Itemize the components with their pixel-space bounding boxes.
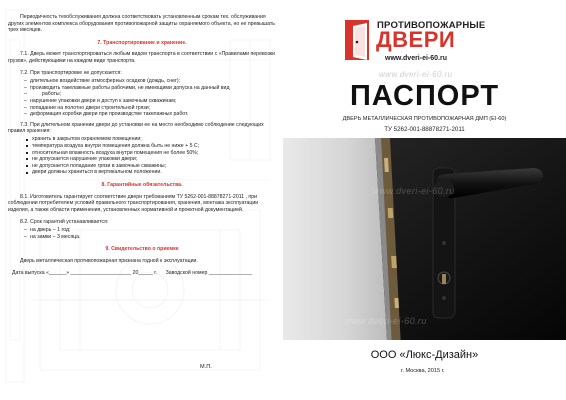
release-date-line: Дата выпуска «______» _____________________ 20_____ г. [12, 269, 157, 276]
right-page [283, 0, 566, 400]
clause-8-1: 8.1. Изготовитель гарантирует соответствие двери требованиям ТУ 5262-001-88878271-2011 , при соблюдении потребителем условий правильного транспортирования, хранения, монтажа эксплуатации изделия, а также области применения, установленных нормативной и проектной документацией. [8, 193, 259, 213]
list-item: – работы; [30, 91, 276, 98]
left-page-text [8, 14, 276, 278]
serial-number-line: Заводской номер _______________ [165, 269, 253, 276]
list-item: – длительное воздействие атмосферных осадков (дождь, снег); [30, 78, 276, 85]
manufacturer-name: ООО «Люкс-Дизайн» [370, 349, 479, 361]
release-date-and-serial [8, 270, 276, 277]
list-item: двери должны храниться в вертикальном положении. [32, 169, 276, 176]
door-handle-photo [283, 138, 566, 340]
acceptance-text: Дверь металлическая противопожарная признана годной к эксплуатации. [20, 257, 198, 264]
list-item: относительная влажность воздуха внутри помещения не более 50%; [32, 150, 276, 157]
clause-7-2-heading: 7.2. При транспортировке не допускается: [20, 70, 122, 77]
watermark-url: www.dveri-ei-60.ru [379, 70, 453, 79]
door-logo-icon [345, 20, 371, 60]
clause-8-2-heading: 8.2. Срок гарантий устанавливается: [20, 218, 109, 225]
list-item: – на дверь – 1 год; [30, 227, 276, 234]
list-item: – на замки – 3 месяца. [30, 234, 276, 241]
door-lock-illustration [283, 138, 566, 340]
clause-7-1: 7.1. Дверь может транспортироваться любым видом транспорта в соответствии с «Правилами перевозки грузов», действующими на каждом виде транспорта. [8, 51, 276, 64]
list-item: хранить в закрытом охраняемом помещении; [32, 136, 276, 143]
list-item: – нарушение упаковки двери и доступ к замочным скважинам; [30, 98, 276, 105]
list-item: – производить такелажные работы рабочими, не имеющими допуска на данный вид [30, 85, 276, 92]
clause-7-2-list [8, 78, 276, 118]
clause-7-3-heading: 7.3. При длительном хранении двери до установки ее на место необходимо соблюдение следующих правил хранения: [8, 121, 264, 135]
stamp-place: М.П. [200, 364, 212, 370]
list-item: – попадание на полотно двери строительной грязи; [30, 105, 276, 112]
section-9-title: 9. Свидетельство о приемке [105, 246, 179, 253]
section-8-title: 8. Гарантийные обязательства. [101, 181, 183, 188]
maintenance-paragraph: Периодичность техобслуживания должна соответствовать установленным срокам тех. обслуживания других элементов комплекса оборудования противопожарной защиты охраняемого объекта, но не превышать трех месяцев. [8, 14, 275, 34]
logo-title: ДВЕРИ [376, 27, 456, 52]
list-item: не допускается нарушение упаковки двери; [32, 156, 276, 163]
city-year: г. Москва, 2015 г. [401, 368, 445, 374]
section-7-title: 7. Транспортирование и хранение. [97, 39, 187, 46]
watermark-url: www.dveri-ei-60.ru [373, 186, 455, 196]
logo-website: www.dveri-ei-60.ru [385, 55, 447, 62]
list-item: не допускается попадание грязи в замочные скважины; [32, 163, 276, 170]
document-title: ПАСПОРТ [349, 80, 500, 112]
list-item: температура воздуха внутри помещения должна быть не ниже + 5 С; [32, 143, 276, 150]
logo-subtitle: ПРОТИВОПОЖАРНЫЕ [377, 20, 486, 31]
list-item: – деформация коробки двери при производстве такелажных работ. [30, 111, 276, 118]
watermark-url: www.dveri-ei-60.ru [345, 316, 427, 326]
clause-7-3-list [8, 136, 276, 176]
product-description: ДВЕРЬ МЕТАЛЛИЧЕСКАЯ ПРОТИВОПОЖАРНАЯ ДМП (EI-60) [342, 116, 507, 122]
technical-spec-number: ТУ 5262-001-88878271-2011 [384, 126, 465, 133]
company-logo [345, 16, 505, 68]
clause-8-2-list [8, 227, 276, 240]
